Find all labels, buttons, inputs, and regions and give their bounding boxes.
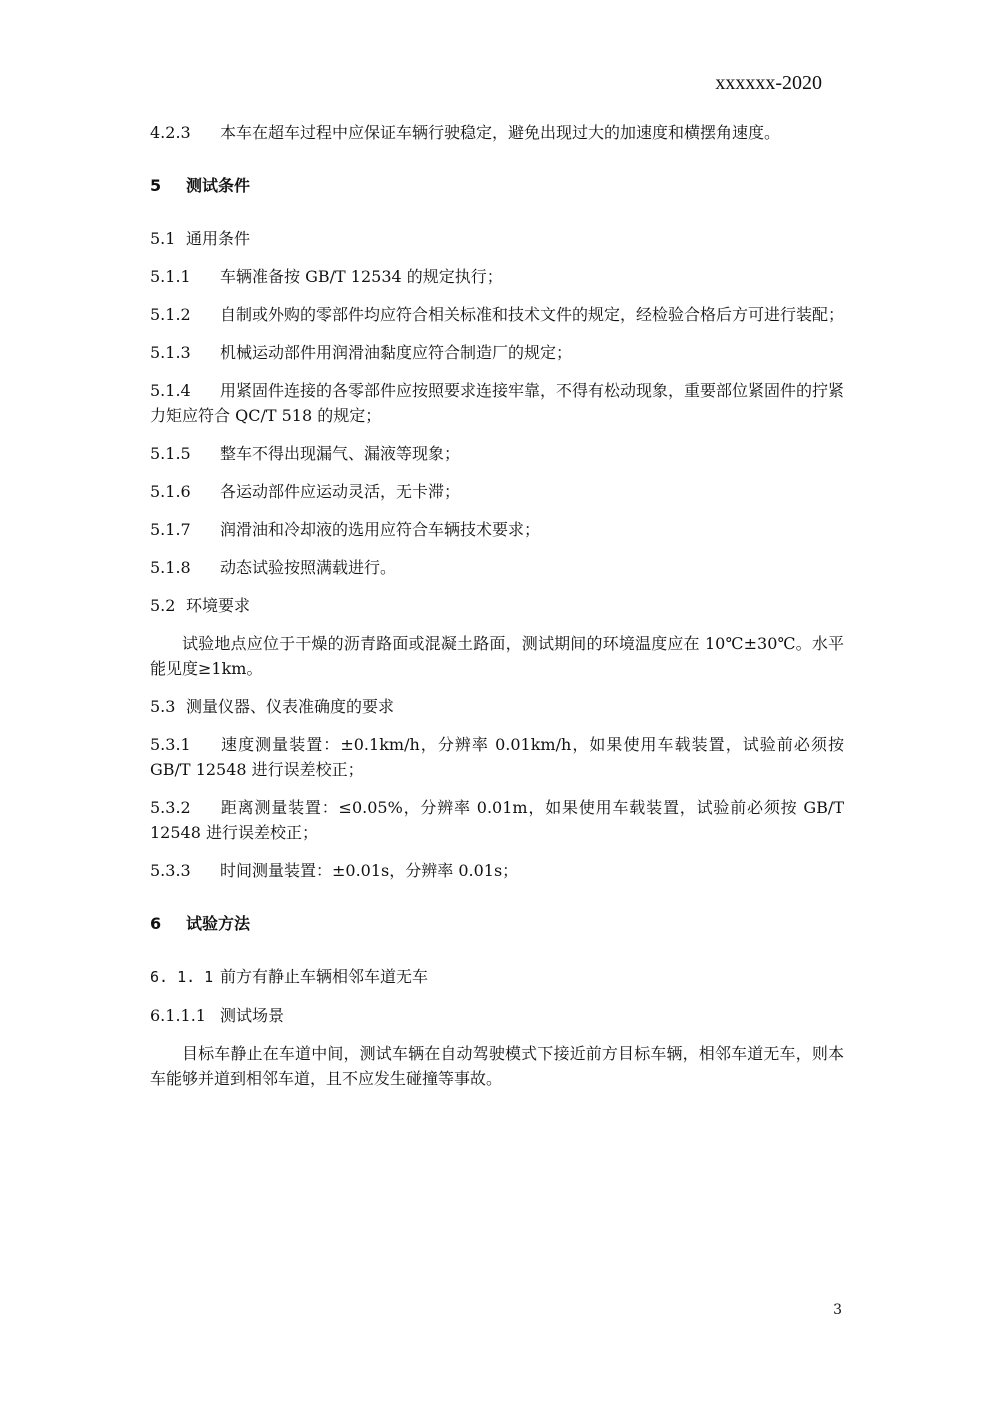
section-title: 测量仪器、仪表准确度的要求 [186, 697, 395, 716]
clause-5-1-8 [150, 555, 844, 580]
clause-5-1-4 [150, 378, 844, 428]
clause-text: 车辆准备按 GB/T 12534 的规定执行； [220, 267, 503, 286]
clause-5-1-3 [150, 340, 844, 365]
clause-5-1-6 [150, 479, 844, 504]
clause-number: 6.1.1.1 [150, 1006, 206, 1025]
section-5-3-heading [150, 694, 844, 719]
clause-text: 测试场景 [220, 1006, 285, 1025]
section-6-1-1-heading [150, 964, 844, 990]
section-title: 测试条件 [186, 176, 251, 195]
clause-5-3-3 [150, 858, 844, 883]
clause-text: 用紧固件连接的各零部件应按照要求连接牢靠，不得有松动现象，重要部位紧固件的拧紧力矩应符合 QC/T 518 的规定； [150, 381, 845, 425]
clause-6-1-1-1 [150, 1003, 844, 1028]
section-number: 5 [150, 176, 162, 195]
section-title: 前方有静止车辆相邻车道无车 [220, 967, 429, 986]
clause-number: 4.2.3 [150, 123, 191, 142]
clause-number: 5.1.5 [150, 444, 191, 463]
section-6-heading [150, 911, 844, 936]
clause-text: 动态试验按照满载进行。 [220, 558, 397, 577]
environment-paragraph: 试验地点应位于干燥的沥青路面或混凝土路面，测试期间的环境温度应在 10℃±30℃。水平能见度≥1km。 [150, 634, 844, 678]
clause-number: 5.1.7 [150, 520, 191, 539]
section-number: 5.3 [150, 697, 176, 716]
section-number: 5.2 [150, 596, 176, 615]
section-title: 环境要求 [186, 596, 251, 615]
section-title: 通用条件 [186, 229, 251, 248]
section-number: 6 [150, 914, 162, 933]
clause-text: 各运动部件应运动灵活，无卡滞； [220, 482, 461, 501]
clause-number: 5.1.3 [150, 343, 191, 362]
clause-text: 润滑油和冷却液的选用应符合车辆技术要求； [220, 520, 541, 539]
scenario-paragraph: 目标车静止在车道中间，测试车辆在自动驾驶模式下接近前方目标车辆，相邻车道无车，则本车能够并道到相邻车道，且不应发生碰撞等事故。 [150, 1044, 844, 1088]
clause-number: 5.1.2 [150, 305, 191, 324]
document-body [150, 120, 844, 1104]
clause-5-1-1 [150, 264, 844, 289]
document-code: xxxxxx-2020 [715, 72, 822, 94]
clause-5-1-5 [150, 441, 844, 466]
clause-text: 速度测量装置：±0.1km/h，分辨率 0.01km/h，如果使用车载装置，试验前必须按 GB/T 12548 进行误差校正； [150, 735, 844, 779]
section-5-2-heading [150, 593, 844, 618]
clause-4-2-3 [150, 120, 844, 145]
section-5-1-heading [150, 226, 844, 251]
clause-text: 距离测量装置：≤0.05%，分辨率 0.01m，如果使用车载装置，试验前必须按 GB/T 12548 进行误差校正； [150, 798, 844, 842]
section-number: 5.1 [150, 229, 176, 248]
section-title: 试验方法 [186, 914, 251, 933]
clause-text: 整车不得出现漏气、漏液等现象； [220, 444, 461, 463]
clause-text: 自制或外购的零部件均应符合相关标准和技术文件的规定，经检验合格后方可进行装配； [220, 305, 845, 324]
clause-5-3-1 [150, 732, 844, 782]
clause-text: 时间测量装置：±0.01s，分辨率 0.01s； [220, 861, 519, 880]
clause-number: 5.3.3 [150, 861, 191, 880]
clause-text: 机械运动部件用润滑油黏度应符合制造厂的规定； [220, 343, 573, 362]
clause-number: 5.1.6 [150, 482, 191, 501]
section-5-heading [150, 173, 844, 198]
clause-number: 5.1.8 [150, 558, 191, 577]
clause-number: 5.1.4 [150, 381, 191, 400]
clause-number: 5.1.1 [150, 267, 191, 286]
page-number: 3 [833, 1302, 842, 1318]
clause-5-1-7 [150, 517, 844, 542]
clause-5-3-2 [150, 795, 844, 845]
clause-number: 5.3.1 [150, 735, 191, 754]
clause-text: 本车在超车过程中应保证车辆行驶稳定，避免出现过大的加速度和横摆角速度。 [220, 123, 781, 142]
clause-number: 5.3.2 [150, 798, 191, 817]
section-number: 6. 1. 1 [150, 968, 214, 986]
clause-5-1-2 [150, 302, 844, 327]
